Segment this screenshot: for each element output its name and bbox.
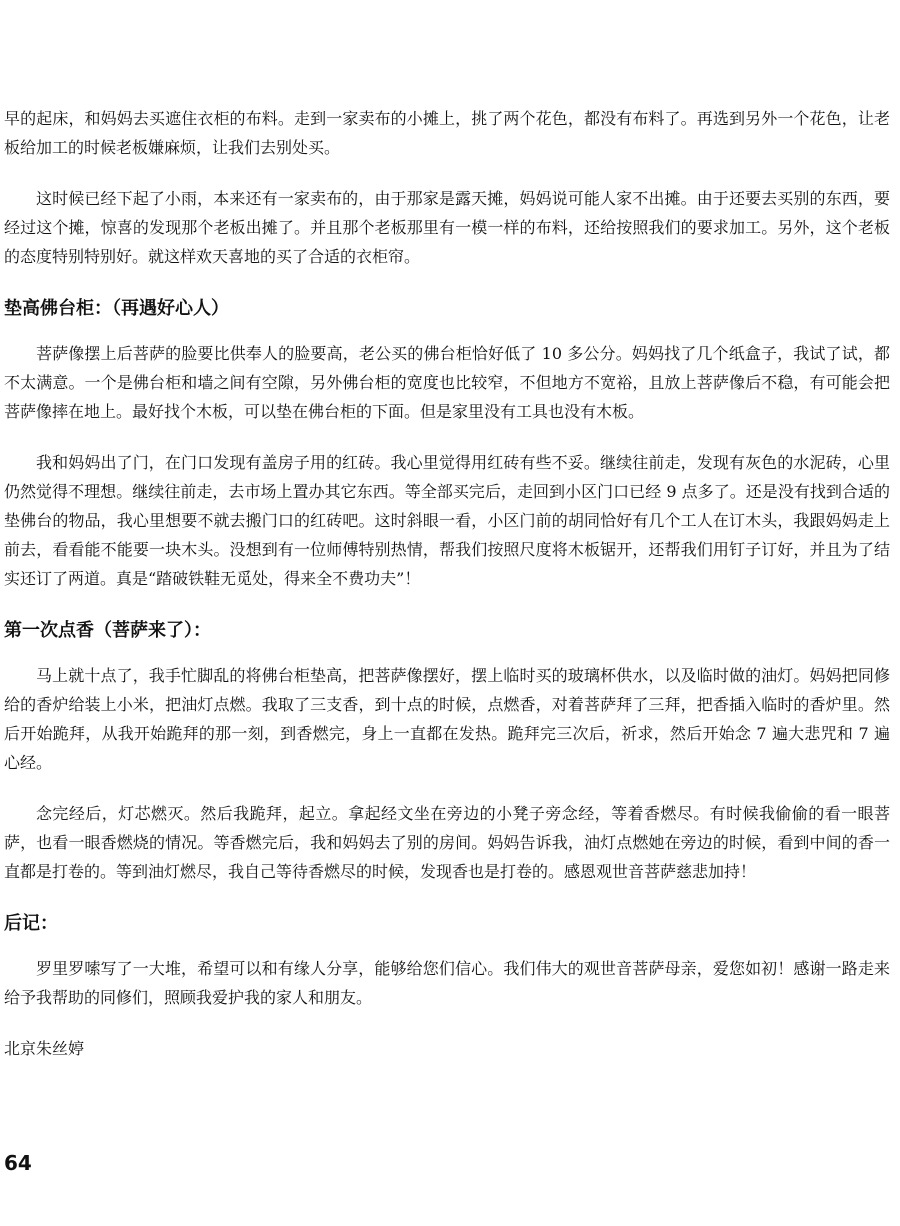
section-heading-first-incense: 第一次点香（菩萨来了）： [4, 620, 211, 641]
paragraph-spacer [4, 1012, 890, 1034]
paragraph: 马上就十点了，我手忙脚乱的将佛台柜垫高，把菩萨像摆好，摆上临时买的玻璃杯供水，以及临时做的油灯。妈妈把同修给的香炉给装上小米，把油灯点燃。我取了三支香，到十点的时候，点燃香，对着菩萨拜了三拜，把香插入临时的香炉里。然后开始跪拜，从我开始跪拜的那一刻，到香燃完，身上一直都在发热。跪拜完三次后，祈求，然后开始念 7 遍大悲咒和 7 遍心经。 [4, 666, 890, 772]
paragraph: 这时候已经下起了小雨，本来还有一家卖布的，由于那家是露天摊，妈妈说可能人家不出摊。由于还要去买别的东西，要经过这个摊，惊喜的发现那个老板出摊了。并且那个老板那里有一模一样的布料，还给按照我们的要求加工。另外，这个老板的态度特别特别好。就这样欢天喜地的买了合适的衣柜帘。 [4, 189, 890, 266]
paragraph-spacer [4, 426, 890, 448]
paragraph: 我和妈妈出了门，在门口发现有盖房子用的红砖。我心里觉得用红砖有些不妥。继续往前走，发现有灰色的水泥砖，心里仍然觉得不理想。继续往前走，去市场上置办其它东西。等全部买完后，走回到小区门口已经 9 点多了。还是没有找到合适的垫佛台的物品，我心里想要不就去搬门口的红砖吧。这时斜眼一看，小区门前的胡同恰好有几个工人在订木头，我跟妈妈走上前去，看看能不能要一块木头。没想到有一位师傅特别热情，帮我们按照尺度将木板锯开，还帮我们用钉子订好，并且为了结实还订了两道。真是“踏破铁鞋无觅处，得来全不费功夫”！ [4, 453, 890, 588]
paragraph: 罗里罗嗦写了一大堆，希望可以和有缘人分享，能够给您们信心。我们伟大的观世音菩萨母亲，爱您如初！感谢一路走来给予我帮助的同修们，照顾我爱护我的家人和朋友。 [4, 959, 890, 1007]
paragraph-spacer [4, 162, 890, 184]
section-spacer [4, 271, 890, 295]
section-spacer [4, 938, 890, 954]
paragraph-spacer [4, 777, 890, 799]
page-number: 64 [4, 1151, 32, 1175]
paragraph: 菩萨像摆上后菩萨的脸要比供奉人的脸要高，老公买的佛台柜恰好低了 10 多公分。妈妈找了几个纸盒子，我试了试，都不太满意。一个是佛台柜和墙之间有空隙，另外佛台柜的宽度也比较窄，不但地方不宽裕，且放上菩萨像后不稳，有可能会把菩萨像摔在地上。最好找个木板，可以垫在佛台柜的下面。但是家里没有工具也没有木板。 [4, 344, 890, 421]
section-heading-afterword: 后记： [4, 913, 58, 934]
document-body [4, 104, 890, 1063]
paragraph-continuation: 早的起床，和妈妈去买遮住衣柜的布料。走到一家卖布的小摊上，挑了两个花色，都没有布料了。再选到另外一个花色，让老板给加工的时候老板嫌麻烦，让我们去别处买。 [4, 109, 890, 157]
section-spacer [4, 323, 890, 339]
section-spacer [4, 645, 890, 661]
section-heading-raise-altar: 垫高佛台柜：（再遇好心人） [4, 298, 229, 319]
section-spacer [4, 593, 890, 617]
section-spacer [4, 886, 890, 910]
author-signature: 北京朱丝婷 [4, 1039, 85, 1058]
paragraph: 念完经后，灯芯燃灭。然后我跪拜，起立。拿起经文坐在旁边的小凳子旁念经，等着香燃尽。有时候我偷偷的看一眼菩萨，也看一眼香燃烧的情况。等香燃完后，我和妈妈去了别的房间。妈妈告诉我，油灯点燃她在旁边的时候，看到中间的香一直都是打卷的。等到油灯燃尽，我自己等待香燃尽的时候，发现香也是打卷的。感恩观世音菩萨慈悲加持！ [4, 804, 890, 881]
